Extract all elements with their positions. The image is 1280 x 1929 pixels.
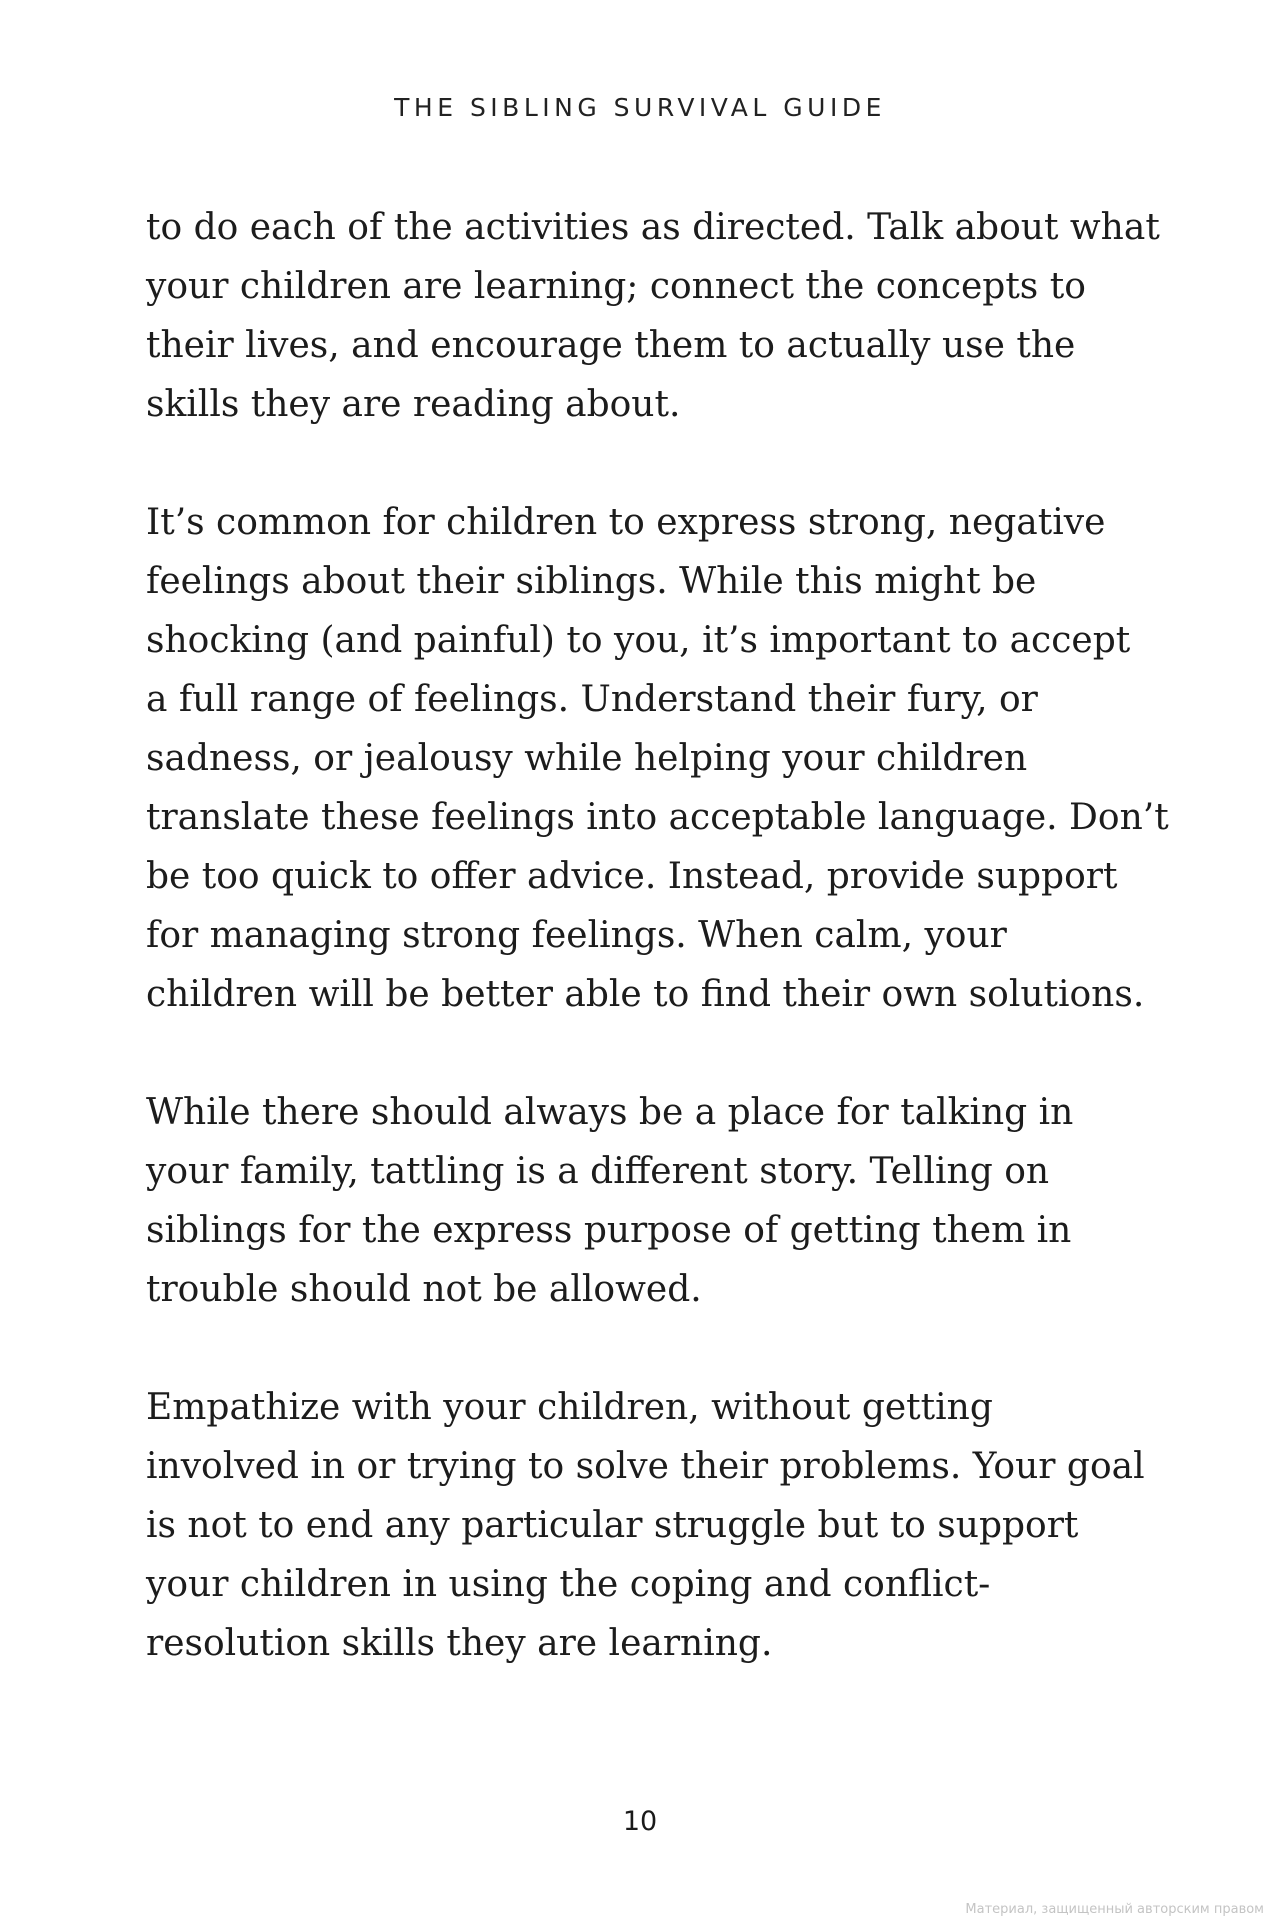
text-line: It’s common for children to express strong, negative	[146, 502, 1106, 543]
text-line: feelings about their siblings. While this might be	[146, 561, 1037, 602]
text-line: your children in using the coping and conflict-	[146, 1564, 991, 1605]
text-line: skills they are reading about.	[146, 384, 681, 425]
text-line: your family, tattling is a different story. Telling on	[146, 1151, 1050, 1192]
copyright-watermark: Материал, защищенный авторским правом	[965, 1902, 1264, 1917]
text-line: is not to end any particular struggle but to support	[146, 1505, 1079, 1546]
text-line: siblings for the express purpose of getting them in	[146, 1210, 1072, 1251]
text-line: a full range of feelings. Understand their fury, or	[146, 679, 1038, 720]
text-line: trouble should not be allowed.	[146, 1269, 702, 1310]
running-header: THE SIBLING SURVIVAL GUIDE	[394, 93, 886, 122]
text-line: sadness, or jealousy while helping your children	[146, 738, 1028, 779]
page-number: 10	[622, 1806, 658, 1837]
text-line: involved in or trying to solve their problems. Your goal	[146, 1446, 1145, 1487]
text-line: be too quick to offer advice. Instead, provide support	[146, 856, 1118, 897]
paragraph-3	[146, 1083, 1156, 1319]
text-line: Empathize with your children, without getting	[146, 1387, 993, 1428]
text-line: your children are learning; connect the concepts to	[146, 266, 1086, 307]
page-body	[146, 198, 1169, 1673]
text-line: While there should always be a place for talking in	[146, 1092, 1074, 1133]
text-line: their lives, and encourage them to actually use the	[146, 325, 1076, 366]
text-line: to do each of the activities as directed. Talk about what	[146, 207, 1160, 248]
text-line: shocking (and painful) to you, it’s important to accept	[146, 620, 1131, 661]
text-line: resolution skills they are learning.	[146, 1623, 773, 1664]
text-line: translate these feelings into acceptable language. Don’t	[146, 797, 1169, 838]
text-line: for managing strong feelings. When calm, your	[146, 915, 1007, 956]
text-line: children will be better able to find their own solutions.	[146, 974, 1145, 1015]
paragraph-4	[146, 1378, 1156, 1673]
paragraph-2	[146, 493, 1169, 1024]
paragraph-1	[146, 198, 1160, 434]
